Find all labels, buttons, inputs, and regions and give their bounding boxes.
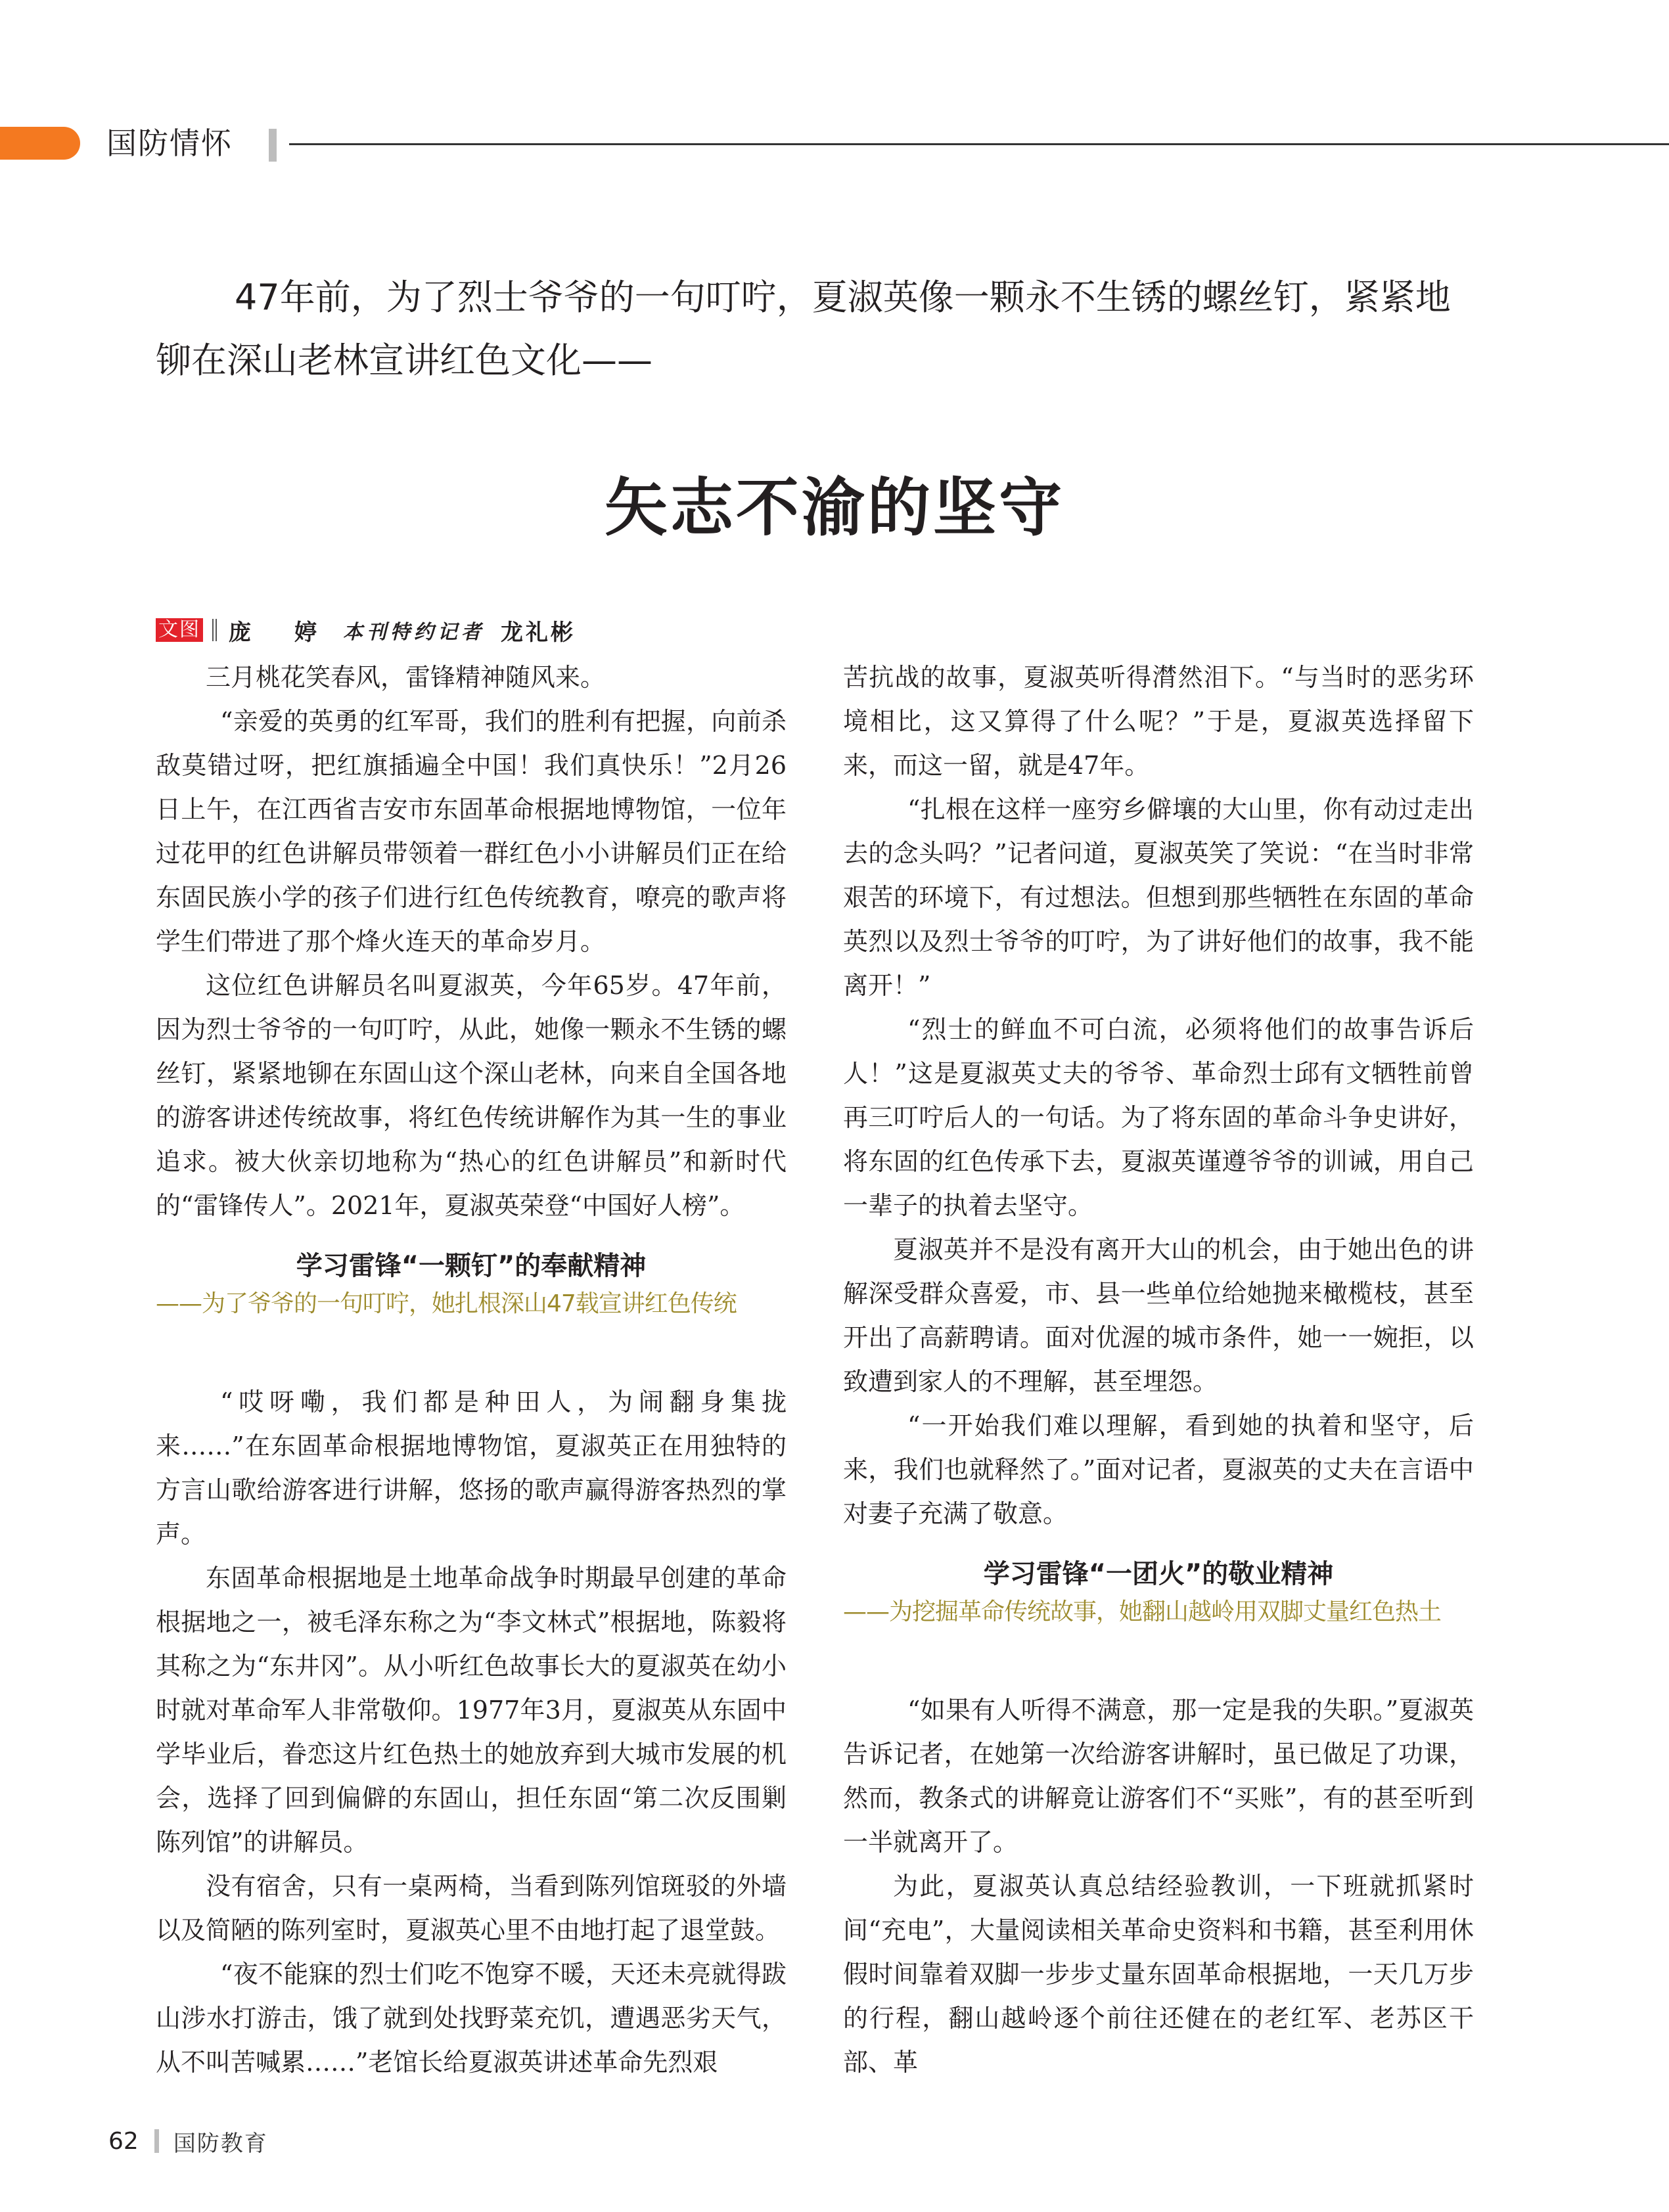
paragraph: “亲爱的英勇的红军哥，我们的胜利有把握，向前杀敌莫错过呀，把红旗插遍全中国！我们真快乐！”2月26日上午，在江西省吉安市东固革命根据地博物馆，一位年过花甲的红色讲解员带领着一群红色小小讲解员们正在给东固民族小学的孩子们进行红色传统教育，嘹亮的歌声将学生们带进了那个烽火连天的革命岁月。	[156, 707, 787, 956]
section-divider-tick	[269, 129, 277, 162]
section-accent-bar	[0, 127, 80, 160]
paragraph: “哎呀嘞，我们都是种田人，为闹翻身集拢来……”在东固革命根据地博物馆，夏淑英正在用独特的方言山歌给游客进行讲解，悠扬的歌声赢得游客热烈的掌声。	[156, 1388, 787, 1548]
header-rule	[289, 143, 1669, 145]
lead-paragraph: 47年前，为了烈士爷爷的一句叮咛，夏淑英像一颗永不生锈的螺丝钉，紧紧地铆在深山老林宣讲红色文化——	[156, 277, 1451, 381]
article-title: 矢志不渝的坚守	[605, 471, 1064, 545]
page-number: 62	[108, 2127, 139, 2155]
magazine-name: 国防教育	[173, 2130, 268, 2157]
page-footer	[108, 2125, 268, 2157]
right-column	[843, 656, 1474, 2085]
paragraph: 夏淑英并不是没有离开大山的机会，由于她出色的讲解深受群众喜爱，市、县一些单位给她抛来橄榄枝，甚至开出了高薪聘请。面对优渥的城市条件，她一一婉拒，以致遭到家人的不理解，甚至埋怨。	[843, 1235, 1474, 1396]
section-label: 国防情怀	[106, 125, 233, 161]
section-heading: 学习雷锋“一颗钉”的奉献精神	[296, 1251, 647, 1281]
paragraph: 没有宿舍，只有一桌两椅，当看到陈列馆斑驳的外墙以及简陋的陈列室时，夏淑英心里不由地打起了退堂鼓。	[156, 1872, 787, 1945]
author-name: 庞 婷	[229, 619, 327, 646]
paragraph: 这位红色讲解员名叫夏淑英，今年65岁。47年前，因为烈士爷爷的一句叮咛，从此，她像一颗永不生锈的螺丝钉，紧紧地铆在东固山这个深山老林，向来自全国各地的游客讲述传统故事，将红色传统讲解作为其一生的事业追求。被大伙亲切地称为“热心的红色讲解员”和新时代的“雷锋传人”。2021年，夏淑英荣登“中国好人榜”。	[156, 971, 787, 1220]
reporter-role: 本刊特约记者	[343, 621, 485, 644]
paragraph: 东固革命根据地是土地革命战争时期最早创建的革命根据地之一，被毛泽东称之为“李文林式”根据地，陈毅将其称之为“东井冈”。从小听红色故事长大的夏淑英在幼小时就对革命军人非常敬仰。1977年3月，夏淑英从东固中学毕业后，眷恋这片红色热土的她放弃到大城市发展的机会，选择了回到偏僻的东固山，担任东固“第二次反围剿陈列馆”的讲解员。	[156, 1564, 787, 1857]
paragraph: “如果有人听得不满意，那一定是我的失职。”夏淑英告诉记者，在她第一次给游客讲解时，虽已做足了功课，然而，教条式的讲解竟让游客们不“买账”，有的甚至听到一半就离开了。	[843, 1696, 1474, 1857]
paragraph: 为此，夏淑英认真总结经验教训，一下班就抓紧时间“充电”，大量阅读相关革命史资料和书籍，甚至利用休假时间靠着双脚一步步丈量东固革命根据地，一天几万步的行程，翻山越岭逐个前往还健在的老红军、老苏区干部、革	[843, 1872, 1474, 2077]
paragraph: 苦抗战的故事，夏淑英听得潸然泪下。“与当时的恶劣环境相比，这又算得了什么呢？”于是，夏淑英选择留下来，而这一留，就是47年。	[843, 663, 1474, 780]
byline	[156, 616, 576, 644]
section-subheading: ——为了爷爷的一句叮咛，她扎根深山47载宣讲红色传统	[156, 1290, 737, 1317]
section-heading: 学习雷锋“一团火”的敬业精神	[983, 1559, 1334, 1589]
paragraph: “夜不能寐的烈士们吃不饱穿不暖，天还未亮就得跋山涉水打游击，饿了就到处找野菜充饥，遭遇恶劣天气，从不叫苦喊累……”老馆长给夏淑英讲述革命先烈艰	[156, 1960, 787, 2077]
byline-tag: 文图	[156, 618, 203, 642]
paragraph: “扎根在这样一座穷乡僻壤的大山里，你有动过走出去的念头吗？”记者问道，夏淑英笑了笑说：“在当时非常艰苦的环境下，有过想法。但想到那些牺牲在东固的革命英烈以及烈士爷爷的叮咛，为了讲好他们的故事，我不能离开！”	[843, 795, 1474, 1000]
byline-separator	[212, 619, 217, 641]
paragraph: “烈士的鲜血不可白流，必须将他们的故事告诉后人！”这是夏淑英丈夫的爷爷、革命烈士邱有文牺牲前曾再三叮咛后人的一句话。为了将东固的革命斗争史讲好，将东固的红色传承下去，夏淑英谨遵爷爷的训诫，用自己一辈子的执着去坚守。	[843, 1015, 1474, 1220]
reporter-name: 龙礼彬	[501, 619, 576, 646]
paragraph: “一开始我们难以理解，看到她的执着和坚守，后来，我们也就释然了。”面对记者，夏淑英的丈夫在言语中对妻子充满了敬意。	[843, 1411, 1474, 1528]
paragraph: 三月桃花笑春风，雷锋精神随风来。	[206, 663, 606, 692]
footer-divider	[154, 2129, 159, 2153]
section-subheading: ——为挖掘革命传统故事，她翻山越岭用双脚丈量红色热土	[843, 1598, 1442, 1625]
left-column	[156, 656, 787, 2085]
